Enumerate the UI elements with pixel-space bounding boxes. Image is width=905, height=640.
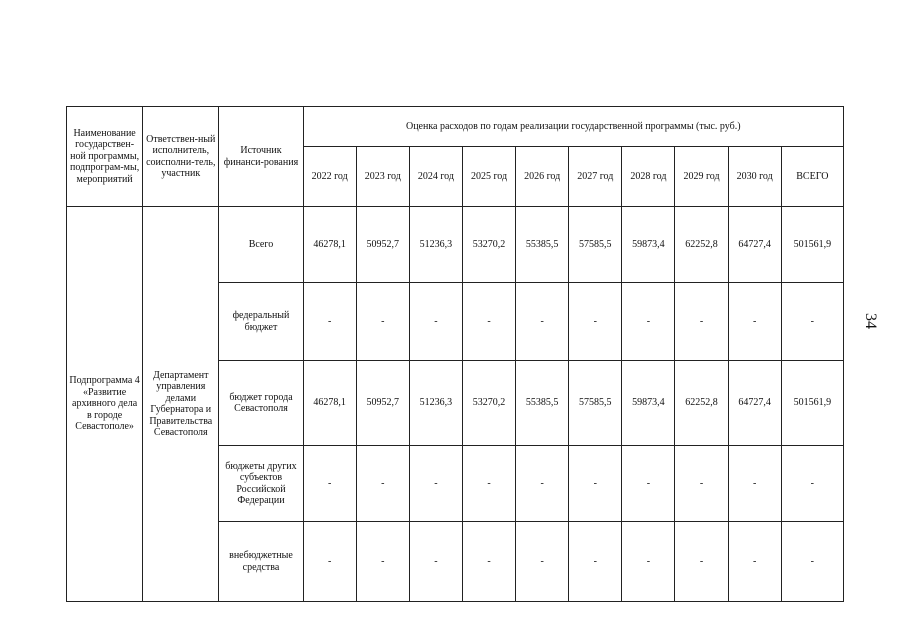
value-cell: - <box>622 283 675 361</box>
budget-table <box>66 106 844 602</box>
value-cell: 59873,4 <box>622 207 675 283</box>
header-year: 2023 год <box>356 147 409 207</box>
header-year: 2022 год <box>303 147 356 207</box>
header-year: 2028 год <box>622 147 675 207</box>
header-source-col: Источник финанси-рования <box>219 107 303 207</box>
value-cell: 53270,2 <box>462 207 515 283</box>
value-cell: - <box>462 283 515 361</box>
value-cell: - <box>303 446 356 522</box>
value-cell: 57585,5 <box>569 207 622 283</box>
value-cell: 62252,8 <box>675 361 728 446</box>
header-year: 2027 год <box>569 147 622 207</box>
source-cell: внебюджетные средства <box>219 522 303 602</box>
value-cell: - <box>516 283 569 361</box>
value-cell: - <box>728 283 781 361</box>
value-cell: 64727,4 <box>728 361 781 446</box>
value-cell: - <box>409 283 462 361</box>
value-cell: - <box>303 522 356 602</box>
total-cell: 501561,9 <box>781 207 843 283</box>
total-cell: - <box>781 283 843 361</box>
value-cell: 46278,1 <box>303 207 356 283</box>
value-cell: 50952,7 <box>356 207 409 283</box>
source-cell: Всего <box>219 207 303 283</box>
value-cell: - <box>462 446 515 522</box>
value-cell: 64727,4 <box>728 207 781 283</box>
value-cell: - <box>409 522 462 602</box>
value-cell: 59873,4 <box>622 361 675 446</box>
value-cell: - <box>622 446 675 522</box>
value-cell: - <box>569 522 622 602</box>
value-cell: - <box>409 446 462 522</box>
header-total: ВСЕГО <box>781 147 843 207</box>
value-cell: - <box>728 446 781 522</box>
header-year: 2029 год <box>675 147 728 207</box>
total-cell: - <box>781 522 843 602</box>
value-cell: - <box>516 446 569 522</box>
value-cell: - <box>569 283 622 361</box>
value-cell: - <box>356 522 409 602</box>
header-year: 2026 год <box>516 147 569 207</box>
value-cell: 51236,3 <box>409 361 462 446</box>
total-cell: 501561,9 <box>781 361 843 446</box>
value-cell: 55385,5 <box>516 361 569 446</box>
total-cell: - <box>781 446 843 522</box>
table-row <box>67 207 844 283</box>
program-name: Подпрограмма 4 «Развитие архивного дела в городе Севастополе» <box>67 207 143 602</box>
value-cell: - <box>569 446 622 522</box>
source-cell: бюджеты других субъектов Российской Федерации <box>219 446 303 522</box>
value-cell: 51236,3 <box>409 207 462 283</box>
value-cell: - <box>303 283 356 361</box>
header-name-col: Наименование государствен-ной программы, подпрограм-мы, мероприятий <box>67 107 143 207</box>
value-cell: 46278,1 <box>303 361 356 446</box>
page-number: 34 <box>862 313 879 329</box>
value-cell: - <box>728 522 781 602</box>
value-cell: 57585,5 <box>569 361 622 446</box>
header-estimate-title: Оценка расходов по годам реализации государственной программы (тыс. руб.) <box>303 107 843 147</box>
value-cell: - <box>675 446 728 522</box>
header-year: 2030 год <box>728 147 781 207</box>
value-cell: 50952,7 <box>356 361 409 446</box>
value-cell: 53270,2 <box>462 361 515 446</box>
source-cell: бюджет города Севастополя <box>219 361 303 446</box>
header-year: 2025 год <box>462 147 515 207</box>
value-cell: 55385,5 <box>516 207 569 283</box>
header-year: 2024 год <box>409 147 462 207</box>
program-executor: Департамент управления делами Губернатора и Правительства Севастополя <box>143 207 219 602</box>
value-cell: - <box>675 522 728 602</box>
value-cell: - <box>622 522 675 602</box>
header-executor-col: Ответствен-ный исполнитель, соисполни-тель, участник <box>143 107 219 207</box>
value-cell: 62252,8 <box>675 207 728 283</box>
value-cell: - <box>516 522 569 602</box>
value-cell: - <box>675 283 728 361</box>
value-cell: - <box>356 446 409 522</box>
source-cell: федеральный бюджет <box>219 283 303 361</box>
value-cell: - <box>356 283 409 361</box>
value-cell: - <box>462 522 515 602</box>
